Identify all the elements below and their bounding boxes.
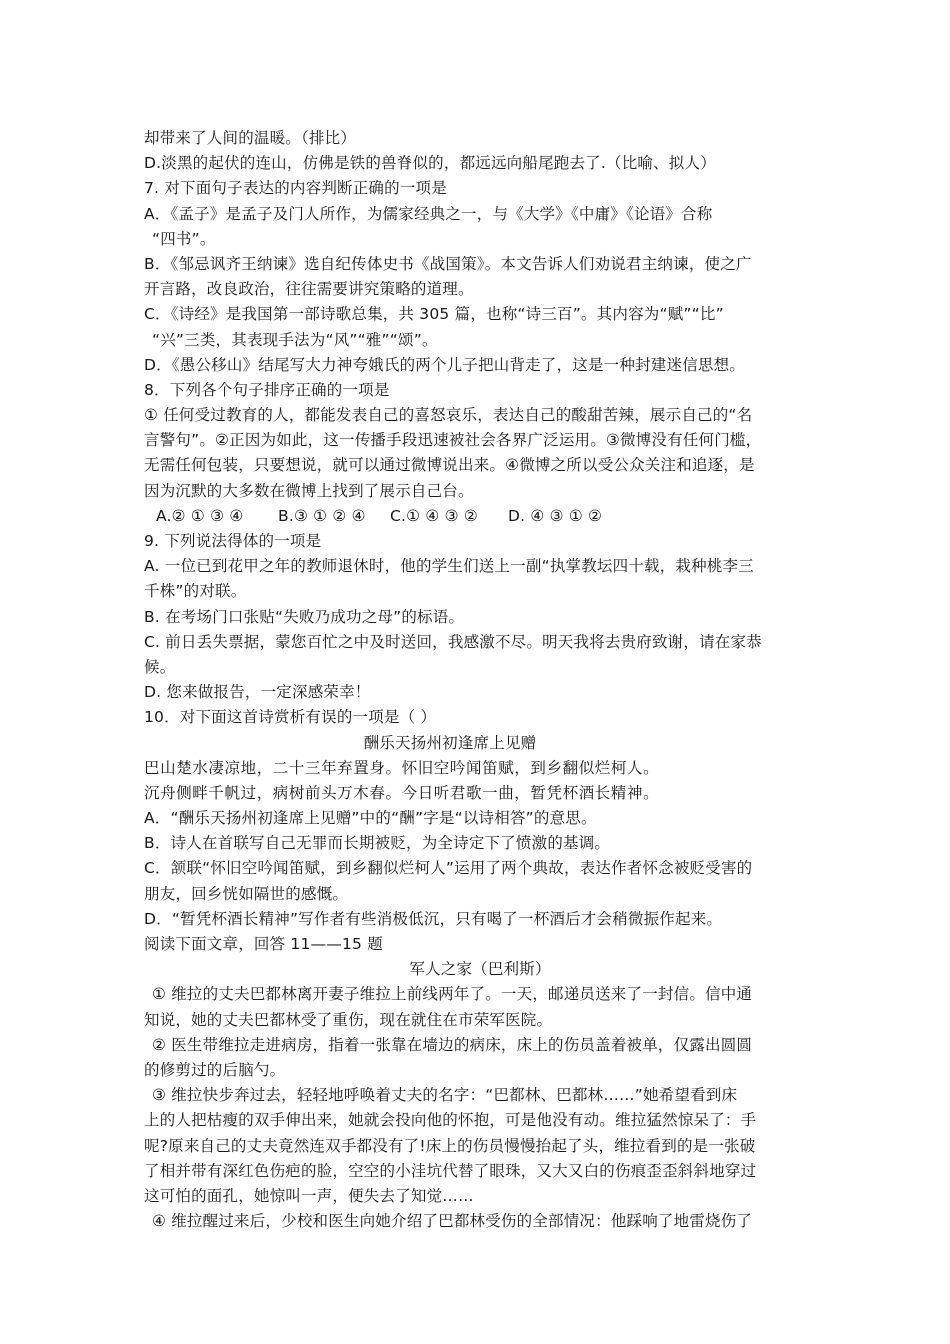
question-10-stem: 10．对下面这首诗赏析有误的一项是（ ） xyxy=(144,708,437,727)
option-a-q8: A.② ① ③ ④ xyxy=(156,506,244,525)
paragraph-line: 的修剪过的后脑勺。 xyxy=(144,1060,286,1079)
paragraph-line: ① 维拉的丈夫巴都林离开妻子维拉上前线两年了。一天，邮递员送来了一封信。信中通 xyxy=(152,985,753,1004)
text-line: 千株”的对联。 xyxy=(144,582,247,601)
text-line: 因为沉默的大多数在微博上找到了展示自己台。 xyxy=(144,481,474,500)
option-b-q8: B.③ ① ② ④ xyxy=(278,506,366,525)
option-c-q7: C．《诗经》是我国第一部诗歌总集，共 305 篇，也称“诗三百”。其内容为“赋”“比” xyxy=(144,305,724,324)
reading-instruction: 阅读下面文章，回答 11——15 题 xyxy=(144,935,383,953)
paragraph-line: ④ 维拉醒过来后，少校和医生向她介绍了巴都林受伤的全部情况：他踩响了地雷烧伤了 xyxy=(152,1212,753,1231)
poem-line: 沉舟侧畔千帆过，病树前头万木春。今日听君歌一曲，暂凭杯酒长精神。 xyxy=(144,783,660,802)
paragraph-line: ② 医生带维拉走进病房，指着一张靠在墙边的病床，床上的伤员盖着被单，仅露出圆圆 xyxy=(152,1035,753,1054)
option-a-q9: A. 一位已到花甲之年的教师退休时，他的学生们送上一副“执掌教坛四十载，栽种桃李三 xyxy=(144,557,754,576)
text-line: 言警句”。②正因为如此，这一传播手段迅速被社会各界广泛运用。③微博没有任何门槛， xyxy=(144,431,762,450)
question-8-stem: 8．下列各个句子排序正确的一项是 xyxy=(144,380,390,399)
question-7-stem: 7. 对下面句子表达的内容判断正确的一项是 xyxy=(144,179,447,198)
option-c-q10: C．颔联“怀旧空吟闻笛赋，到乡翻似烂柯人”运用了两个典故，表达作者怀念被贬受害的 xyxy=(144,859,753,878)
paragraph-line: 了相并带有深红色伤疤的脸，空空的小洼坑代替了眼珠，又大又白的伤痕歪歪斜斜地穿过 xyxy=(144,1161,757,1180)
article-title: 军人之家（巴利斯） xyxy=(409,960,551,979)
page-content xyxy=(144,126,816,1234)
option-b-q7: B．《邹忌讽齐王纳谏》选自纪传体史书《战国策》。本文告诉人们劝说君主纳谏，使之广 xyxy=(144,254,752,273)
poem-line: 巴山楚水凄凉地，二十三年弃置身。怀旧空吟闻笛赋，到乡翻似烂柯人。 xyxy=(144,758,660,777)
option-d-q6: D.淡黑的起伏的连山，仿佛是铁的兽脊似的，都远远向船尾跑去了.（比喻、拟人） xyxy=(144,154,716,173)
paragraph-line: ③ 维拉快步奔过去，轻轻地呼唤着丈夫的名字：“巴都林、巴都林……”她希望看到床 xyxy=(152,1086,738,1105)
question-9-stem: 9. 下列说法得体的一项是 xyxy=(144,532,322,550)
option-d-q7: D．《愚公移山》结尾写大力神夸娥氏的两个儿子把山背走了，这是一种封建迷信思想。 xyxy=(144,355,745,374)
text-line: 无需任何包装，只要想说，就可以通过微博说出来。④微博之所以受公众关注和追逐，是 xyxy=(144,456,755,475)
option-a-q10: A．“酬乐天扬州初逢席上见赠”中的“酬”字是“以诗相答”的意思。 xyxy=(144,809,597,828)
text-line: 却带来了人间的温暖。（排比） xyxy=(144,129,357,147)
option-d-q9: D. 您来做报告，一定深感荣幸！ xyxy=(144,683,371,702)
option-d-q10: D．“暂凭杯酒长精神”写作者有些消极低沉，只有喝了一杯酒后才会稍微振作起来。 xyxy=(144,909,723,928)
option-c-q9: C. 前日丢失票据，蒙您百忙之中及时送回，我感激不尽。明天我将去贵府致谢，请在家恭 xyxy=(144,632,762,651)
poem-title: 酬乐天扬州初逢席上见赠 xyxy=(363,733,537,752)
paragraph-line: 知说，她的丈夫巴都林受了重伤，现在就住在市荣军医院。 xyxy=(144,1010,553,1029)
option-a-q7: A．《孟子》是孟子及门人所作，为儒家经典之一，与《大学》《中庸》《论语》合称 xyxy=(144,204,713,223)
text-line: “四书”。 xyxy=(152,229,216,248)
text-line: ① 任何受过教育的人，都能发表自己的喜怒哀乐，表达自己的酸甜苦辣，展示自己的“名 xyxy=(144,406,753,425)
text-line: 朋友，回乡恍如隔世的感慨。 xyxy=(144,884,349,903)
option-c-q8: C.① ④ ③ ② xyxy=(390,506,478,525)
option-d-q8: D. ④ ③ ① ② xyxy=(508,506,603,525)
paragraph-line: 上的人把枯瘦的双手伸出来，她就会投向他的怀抱，可是他没有动。维拉猛然惊呆了：手 xyxy=(144,1111,757,1130)
text-line: “兴”三类，其表现手法为“风”“雅”“颂”。 xyxy=(152,330,438,349)
question-8-options xyxy=(144,504,816,529)
option-b-q10: B．诗人在首联写自己无罪而长期被贬，为全诗定下了愤激的基调。 xyxy=(144,834,611,853)
text-line: 候。 xyxy=(144,657,176,676)
option-b-q9: B. 在考场门口张贴“失败乃成功之母”的标语。 xyxy=(144,607,465,626)
text-line: 开言路，改良政治，往往需要讲究策略的道理。 xyxy=(144,280,474,299)
paragraph-line: 这可怕的面孔，她惊叫一声，便失去了知觉…… xyxy=(144,1186,474,1205)
paragraph-line: 呢?原来自己的丈夫竟然连双手都没有了!床上的伤员慢慢抬起了头，维拉看到的是一张破 xyxy=(144,1136,756,1155)
